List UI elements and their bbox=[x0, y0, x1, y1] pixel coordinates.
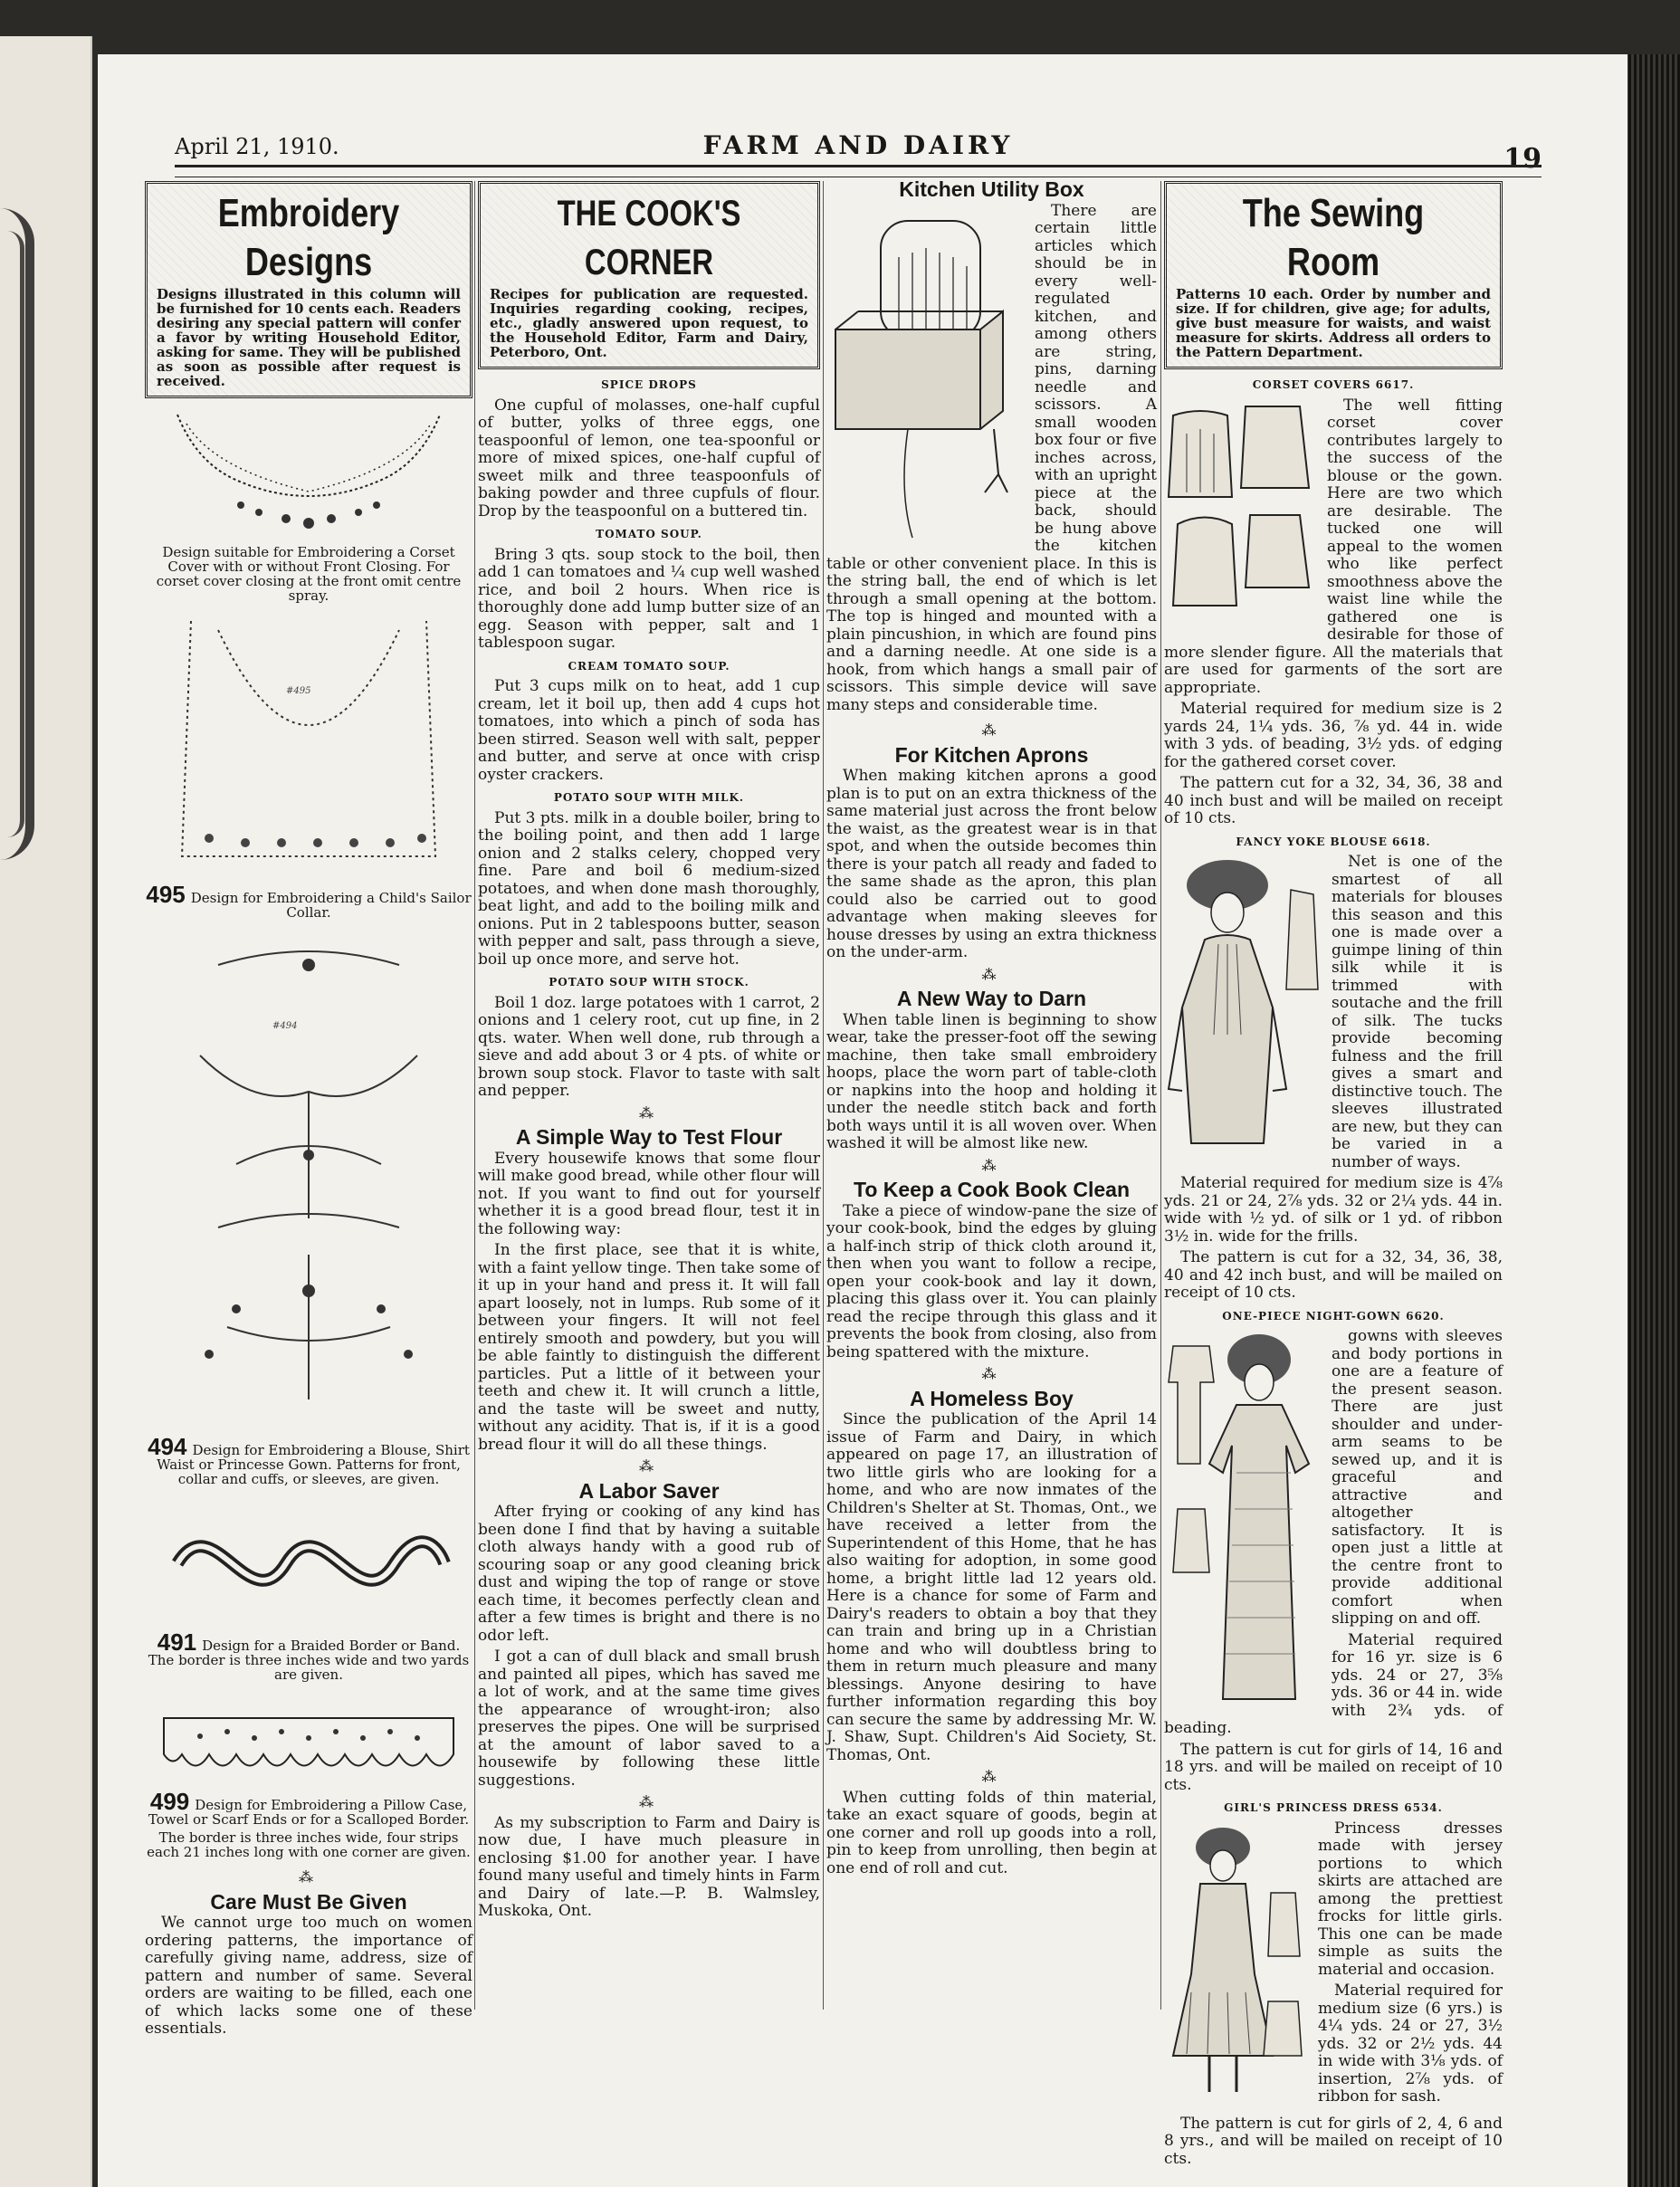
issue-date: April 21, 1910. bbox=[175, 134, 339, 159]
night-gown-illustration bbox=[1164, 1328, 1322, 1708]
caption-text: Design for Embroidering a Child's Sailor Collar. bbox=[190, 890, 472, 921]
care-must-be-given-heading: Care Must Be Given bbox=[210, 1889, 407, 1914]
yoke-blouse-illustration bbox=[1164, 854, 1322, 1152]
section-divider: ⁂ bbox=[981, 721, 1002, 739]
homeless-boy-heading: A Homeless Boy bbox=[910, 1386, 1074, 1410]
pattern-text: The well fitting corset cover contributes largely to the success of the blouse or the gown. Here are two which are desirable. The tucked one will appeal to the women who like perfect smoothness above the waist line while the gathered one is desirable for those of more slender figure. All the materials that are used for garments of the sort are appropriate. bbox=[1164, 396, 1503, 697]
recipe-heading: POTATO SOUP WITH STOCK. bbox=[549, 976, 749, 988]
section-title: Embroidery Designs bbox=[217, 191, 400, 284]
scalloped-border-illustration bbox=[155, 1691, 463, 1791]
section-title: The Sewing Room bbox=[1242, 191, 1425, 284]
header-rule bbox=[175, 165, 1542, 177]
corset-covers-illustration bbox=[1164, 397, 1318, 624]
column-household-hints bbox=[826, 177, 1157, 1881]
test-flour-heading: A Simple Way to Test Flour bbox=[515, 1125, 783, 1149]
pattern-text: The pattern is cut for girls of 14, 16 and 18 yrs. and will be mailed on receipt of 10 cts. bbox=[1164, 1740, 1503, 1794]
book-page-edges bbox=[1626, 54, 1680, 2187]
column-sewing-room bbox=[1164, 181, 1503, 2172]
pattern-text: Princess dresses made with jersey portions to which skirts are attached are among the prettiest frocks for little girls. This one can be made simple as suits the material and occasion. bbox=[1318, 1819, 1503, 1979]
recipe-text: One cupful of molasses, one-half cupful of butter, yolks of three eggs, one teaspoonful of lemon, one tea-spoonful or more of mixed spices, one-half cupful of sweet milk and three teaspoonfuls of baking powder and three cupfuls of flour. Drop by the teaspoonful on a buttered tin. bbox=[478, 396, 820, 520]
pattern-text: Net is one of the smartest of all materials for blouses this season and this one is made over a guimpe lining of thin silk while it is trimmed with soutache and the frill of silk. The tucks provide becoming fulness and the frill gives a smart and distinctive touch. The sleeves illustrated are new, but they can be varied in a number of ways. bbox=[1332, 853, 1503, 1171]
section-divider: ⁂ bbox=[299, 1868, 319, 1886]
recipe-heading: POTATO SOUP WITH MILK. bbox=[553, 791, 745, 804]
recipe-text: Put 3 cups milk on to heat, add 1 cup cream, let it boil up, then add 4 cups hot tomatoes, into which a pinch of soda has been stirred. Season well with salt, pepper and butter, and serve at once with crisp oyster crackers. bbox=[478, 677, 820, 784]
recipe-heading: SPICE DROPS bbox=[601, 378, 697, 391]
column-rule bbox=[474, 181, 475, 2010]
masthead: FARM AND DAIRY bbox=[702, 130, 1014, 160]
column-rule bbox=[1160, 181, 1161, 2010]
article-text: When table linen is beginning to show wear, take the presser-foot off the sewing machine, then take small embroidery hoops, place the worn part of table-cloth or napkins into the hoop and holding it under the needle stitch back and forth both ways until it is all woven over. When washed it will be almost like new. bbox=[826, 1010, 1157, 1152]
page-number: 19 bbox=[1503, 143, 1542, 175]
section-note: Recipes for publication are requested. Inquiries regarding cooking, recipes, etc., gladly answered upon request, to the Household Editor, Farm and Dairy, Peterboro, Ont. bbox=[490, 286, 808, 360]
section-divider: ⁂ bbox=[981, 1156, 1002, 1174]
blouse-design-illustration bbox=[164, 929, 453, 1436]
article-text: When cutting folds of thin material, take an exact square of goods, begin at one corner and roll up goods into a roll, pin to keep from unrolling, then begin at one end of roll and cut. bbox=[826, 1788, 1157, 1877]
pattern-text: The pattern cut for a 32, 34, 36, 38 and 40 inch bust and will be mailed on receipt of 10 cts. bbox=[1164, 774, 1503, 827]
embroidery-designs-box bbox=[145, 181, 472, 398]
article-text: In the first place, see that it is white, with a faint yellow tinge. Then take some of it up in your hand and press it. It will fall apart loosely, not in lumps. Rub some of it between your fingers. It will not feel entirely smooth and powdery, but you will be able faintly to distinguish the different particles. Put a little of it between your teeth and chew it. It will crunch a little, and the taste will be sweet and nutty, without any acidity. That is, if it is a good bread flour it will do all these things. bbox=[478, 1241, 820, 1454]
page-header bbox=[175, 129, 1542, 175]
caption-text: Design for Embroidering a Pillow Case, Towel or Scarf Ends or for a Scalloped Border. bbox=[148, 1797, 470, 1828]
pattern-heading: FANCY YOKE BLOUSE 6618. bbox=[1236, 835, 1431, 848]
section-divider: ⁂ bbox=[981, 1768, 1002, 1785]
pattern-text: Material required for medium size is 2 yards 24, 1¼ yds. 36, ⅞ yd. 44 in. wide with 3 yds. of beading, 3½ yds. of edging for the gathered corset cover. bbox=[1164, 700, 1503, 771]
cooks-corner-box bbox=[478, 181, 820, 369]
pattern-text: Material required for medium size (6 yrs.) is 4¼ yds. 24 or 27, 3½ yds. 32 or 2½ yds. 44 in wide with 3⅛ yds. of insertion, 2⅞ yds. of ribbon for sash. bbox=[1318, 1982, 1503, 2106]
newspaper-page bbox=[98, 54, 1628, 2187]
column-rule bbox=[823, 181, 824, 2010]
article-text: Every housewife knows that some flour will make good bread, while other flour will not. If you want to find out for yourself whether it is a good bread flour, test it in the following way: bbox=[478, 1149, 820, 1238]
design-number: 491 bbox=[157, 1628, 197, 1656]
recipe-heading: TOMATO SOUP. bbox=[596, 528, 702, 540]
section-divider: ⁂ bbox=[639, 1103, 659, 1122]
kitchen-utility-box-heading: Kitchen Utility Box bbox=[899, 177, 1084, 201]
section-note: Patterns 10 each. Order by number and size. If for children, give age; for adults, give bust measure for waists, and waist measure for skirts. Address all orders to the Pattern Department. bbox=[1176, 286, 1491, 360]
pattern-text: Material required for 16 yr. size is 6 yds. 24 or 27, 3⅝ yds. 36 or 44 in. wide with 2¾ yds. of beading. bbox=[1164, 1630, 1503, 1737]
caption-text: Design for a Braided Border or Band. The border is three inches wide and two yards are given. bbox=[148, 1638, 470, 1683]
pattern-text: gowns with sleeves and body portions in one are a feature of the present season. There are just shoulder and under-arm seams to be sewed up, and it is graceful and attractive and altogether satisfactory. It is open just a little at the centre front to provide additional comfort when slipping on and off. bbox=[1332, 1327, 1503, 1628]
recipe-text: Boil 1 doz. large potatoes with 1 carrot, 2 onions and 1 celery root, cut up fine, in 2 qts. water. When well done, rub through a sieve and add about 3 or 4 pts. of white or brown soup stock. Flavor to taste with salt and pepper. bbox=[478, 993, 820, 1100]
recipe-heading: CREAM TOMATO SOUP. bbox=[568, 659, 730, 673]
article-text: Take a piece of window-pane the size of your cook-book, bind the edges by gluing a half-inch strip of thick cloth around it, then when you want to follow a recipe, open your cook-book and lay it down, placing this glass over it. You can plainly read the recipe through this glass and it prevents the book from closing, also from being spattered with the mixture. bbox=[826, 1201, 1157, 1361]
section-divider: ⁂ bbox=[981, 1365, 1002, 1382]
pattern-heading: GIRL'S PRINCESS DRESS 6534. bbox=[1224, 1801, 1443, 1814]
caption-499-detail: The border is three inches wide, four strips each 21 inches long with one corner are given. bbox=[147, 1829, 471, 1860]
sewing-room-box bbox=[1164, 181, 1503, 369]
caption-494 bbox=[145, 1433, 472, 1487]
article-text: There are certain little articles which should be in every well-regulated kitchen, and among others are string, pins, darning needle and scissors. A small wooden box four or five inches across, with an upright piece at the back, should be hung above the kitchen table or other convenient place. In this is the string ball, the end of which is let through a small opening at the bottom. The top is hinged and mounted with a plain pincushion, in which are found pins and a darning needle. At one side is a hook, from which hangs a small pair of scissors. This simple device will save many steps and considerable time. bbox=[826, 201, 1157, 714]
recipe-text: Bring 3 qts. soup stock to the boil, then add 1 can tomatoes and ¼ cup well washed rice, and boil 2 hours. When rice is thoroughly done add lump butter size of an egg. Season with pepper, salt and 1 tablespoon sugar. bbox=[478, 545, 820, 652]
caption-corset-cover: Design suitable for Embroidering a Corset Cover with or without Front Closing. For corset cover closing at the front omit centre spray. bbox=[156, 544, 462, 604]
sailor-collar-design-illustration bbox=[164, 612, 453, 883]
reader-letter: As my subscription to Farm and Dairy is now due, I have much pleasure in enclosing $1.00 for another year. I have found many useful and timely hints in Farm and Dairy of late.—P. B. Walmsley, Muskoka, Ont. bbox=[478, 1813, 820, 1920]
new-way-to-darn-heading: A New Way to Darn bbox=[896, 987, 1087, 1010]
article-text: Since the publication of the April 14 issue of Farm and Dairy, in which appeared on page 17, an illustration of two little girls who are looking for a home, and who are now inmates of the Children's Shelter at St. Thomas, Ont., we have received a letter from the Superintendent of this Home, that he has also waiting for adoption, in some good home, a bright little lad 12 years old. Here is a chance for some of Farm and Dairy's readers to obtain a boy that they can train and bring up in a Christian home and who will doubtless bring to them in return much pleasure and many blessings. Anyone desiring to have further information regarding this boy can secure the same by addressing Mr. W. J. Shaw, Supt. Children's Aid Society, St. Thomas, Ont. bbox=[826, 1410, 1157, 1764]
corset-cover-design-illustration bbox=[159, 406, 458, 541]
section-divider: ⁂ bbox=[981, 965, 1002, 983]
article-text: I got a can of dull black and small brush and painted all pipes, which has saved me a lot of work, and at the same time gives the appearance of wrought-iron; also preserves the pipes. One will be surprised at the amount of labor saved to a housewife by following these little suggestions. bbox=[478, 1647, 820, 1790]
utility-box-illustration bbox=[826, 203, 1026, 547]
svg-text:#495: #495 bbox=[286, 686, 311, 696]
facing-page-edge bbox=[0, 36, 92, 2187]
svg-text:#494: #494 bbox=[272, 1021, 298, 1031]
caption-499 bbox=[145, 1788, 472, 1828]
article-text: When making kitchen aprons a good plan is to put on an extra thickness of the same material just across the front below the waist, as the greatest wear is in that spot, and when the outside becomes thin there is your patch all ready and faded to the same shade as the apron, this plan could also be carried out to good advantage when making sleeves for house dresses by using an extra thickness on the under-arm. bbox=[826, 767, 1157, 961]
pattern-text: The pattern is cut for girls of 2, 4, 6 and 8 yrs., and will be mailed on receipt of 10 cts. bbox=[1164, 2114, 1503, 2168]
section-divider: ⁂ bbox=[639, 1793, 659, 1810]
design-number: 494 bbox=[148, 1433, 187, 1460]
ornament-border-inner bbox=[7, 231, 24, 837]
section-note: Designs illustrated in this column will be furnished for 10 cents each. Readers desiring any special pattern will confer a favor by writing Household Editor, asking for same. They will be published as soon as possible after request is received. bbox=[157, 286, 461, 389]
section-title: THE COOK'S CORNER bbox=[557, 194, 741, 282]
caption-text: Design for Embroidering a Blouse, Shirt Waist or Princesse Gown. Patterns for front, collar and cuffs, or sleeves, are given. bbox=[157, 1442, 470, 1487]
pattern-text: The pattern is cut for a 32, 34, 36, 38, 40 and 42 inch bust, and will be mailed on receipt of 10 cts. bbox=[1164, 1248, 1503, 1302]
princess-dress-illustration bbox=[1164, 1820, 1309, 2110]
cook-book-clean-heading: To Keep a Cook Book Clean bbox=[853, 1178, 1130, 1201]
column-cooks-corner bbox=[478, 181, 820, 1924]
design-number: 495 bbox=[146, 881, 186, 908]
pattern-heading: ONE-PIECE NIGHT-GOWN 6620. bbox=[1222, 1309, 1445, 1323]
pattern-heading: CORSET COVERS 6617. bbox=[1252, 378, 1415, 391]
care-must-be-given-text: We cannot urge too much on women ordering patterns, the importance of carefully giving name, address, size of pattern and number of same. Several orders are waiting to be filled, each one of which lacks some one of these essentials. bbox=[145, 1914, 472, 2038]
pattern-text: Material required for medium size is 4⅞ yds. 21 or 24, 2⅞ yds. 32 or 2¼ yds. 44 in. wide with ½ yd. of silk or 1 yd. of ribbon 3½ in. wide for the frills. bbox=[1164, 1174, 1503, 1246]
caption-495 bbox=[145, 881, 472, 921]
article-text: After frying or cooking of any kind has been done I find that by having a suitable cloth always handy with a good rub of scouring soap or any good cleaning brick dust and wiping the top of range or stove each time, it becomes perfectly clean and after a few times is bright and there is no odor left. bbox=[478, 1503, 820, 1645]
braided-border-illustration bbox=[159, 1495, 458, 1631]
kitchen-aprons-heading: For Kitchen Aprons bbox=[894, 742, 1089, 767]
caption-491 bbox=[145, 1628, 472, 1683]
design-number: 499 bbox=[149, 1788, 190, 1815]
section-divider: ⁂ bbox=[639, 1457, 659, 1475]
column-embroidery bbox=[145, 181, 472, 2042]
labor-saver-heading: A Labor Saver bbox=[578, 1478, 720, 1503]
recipe-text: Put 3 pts. milk in a double boiler, bring to the boiling point, and then add 1 large onion and 2 stalks celery, chopped very fine. Pare and boil 6 medium-sized potatoes, and when done mash thoroughly, beat light, and add to the boiling milk and onions. Put in 2 tablespoons butter, season with pepper and salt, pass through a sieve, boil up once more, and serve hot. bbox=[478, 808, 820, 969]
